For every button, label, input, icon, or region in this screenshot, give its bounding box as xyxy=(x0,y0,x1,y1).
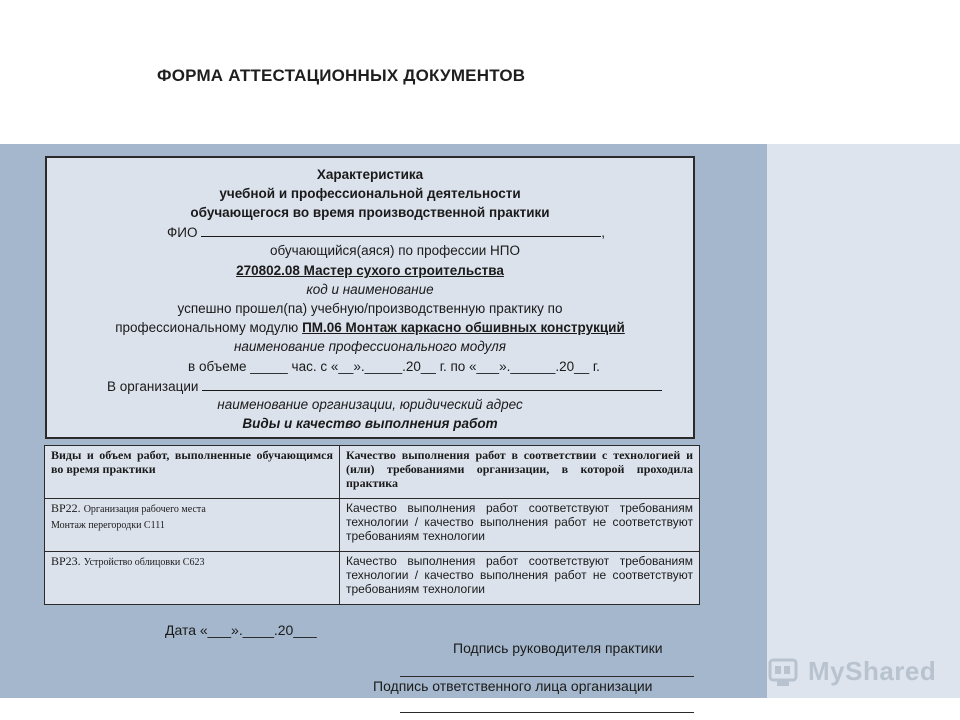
watermark-text: MyShared xyxy=(808,656,937,686)
table-row xyxy=(45,552,700,605)
sig-supervisor-label: Подпись руководителя практики xyxy=(453,640,663,656)
org-blank xyxy=(202,378,662,391)
passed-line-2-prefix: профессиональному модулю xyxy=(115,320,299,335)
passed-line-2 xyxy=(47,320,693,336)
bottom-strip xyxy=(0,698,960,720)
col2-header: Качество выполнения работ в соответствии с технологией и (или) требованиями организации, в которой проходила практика xyxy=(340,446,700,499)
table-row xyxy=(45,499,700,552)
org-line xyxy=(107,378,662,395)
fio-blank xyxy=(201,224,601,237)
fio-label: ФИО xyxy=(167,225,198,240)
side-panel xyxy=(767,144,960,698)
col1-header: Виды и объем работ, выполненные обучающимся во время практики xyxy=(45,446,340,499)
work-name: Организация рабочего места xyxy=(83,504,206,515)
profession-caption: код и наименование xyxy=(306,282,434,297)
module-caption: наименование профессионального модуля xyxy=(233,339,507,354)
module-name: ПМ.06 Монтаж каркасно обшивных конструкций xyxy=(302,320,625,335)
page-title: ФОРМА АТТЕСТАЦИОННЫХ ДОКУМЕНТОВ xyxy=(157,66,526,85)
work-cell xyxy=(45,552,340,605)
sig-supervisor-rule xyxy=(400,676,694,677)
works-heading: Виды и качество выполнения работ xyxy=(242,416,498,431)
profession-line: обучающийся(аяся) по профессии НПО xyxy=(269,243,521,258)
card-heading-3: обучающегося во время производственной практики xyxy=(190,205,550,220)
card-heading-2: учебной и профессиональной деятельности xyxy=(219,186,521,201)
work-name: Устройство облицовки С623 xyxy=(83,557,205,568)
quality-cell: Качество выполнения работ соответствуют требованиям технологии / качество выполнения работ не соответствуют требованиям технологии xyxy=(340,552,700,605)
sig-org-label: Подпись ответственного лица организации xyxy=(373,678,653,694)
profession-code: 270802.08 Мастер сухого строительства xyxy=(236,263,504,278)
fio-tail: , xyxy=(601,225,605,240)
work-cell xyxy=(45,499,340,552)
org-caption: наименование организации, юридический адрес xyxy=(217,397,523,412)
org-label: В организации xyxy=(107,379,199,394)
works-table xyxy=(44,445,700,605)
table-header-row xyxy=(45,446,700,499)
work-code: ВР23. xyxy=(51,554,81,568)
work-sub: Монтаж перегородки С111 xyxy=(51,520,165,531)
date-line: Дата «___».____.20___ xyxy=(165,622,317,638)
fio-line xyxy=(167,224,605,241)
card-heading-1: Характеристика xyxy=(316,167,424,182)
work-code: ВР22. xyxy=(51,501,81,515)
passed-line-1: успешно прошел(па) учебную/производственную практику по xyxy=(177,301,563,316)
volume-line: в объеме _____ час. с «__»._____.20__ г. по «___».______.20__ г. xyxy=(188,359,600,374)
quality-cell: Качество выполнения работ соответствуют требованиям технологии / качество выполнения работ не соответствуют требованиям технологии xyxy=(340,499,700,552)
characteristic-card xyxy=(45,156,695,439)
sig-org-rule xyxy=(400,712,694,713)
